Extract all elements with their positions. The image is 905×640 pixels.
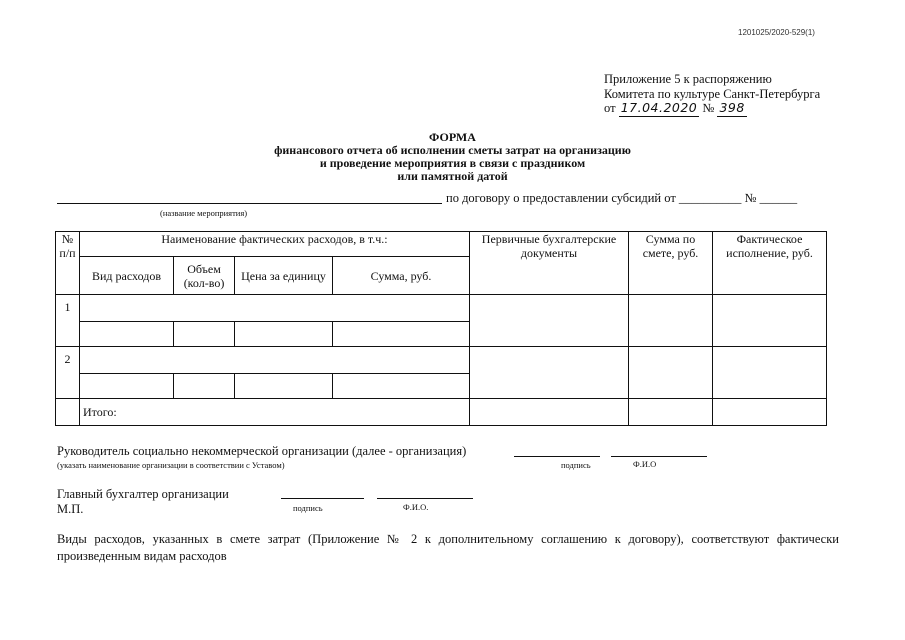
event-name-hint: (название мероприятия) xyxy=(160,208,248,218)
accountant-fio-line xyxy=(377,498,473,499)
accountant-signature-label: подпись xyxy=(293,503,323,513)
date-prefix: от xyxy=(604,101,616,115)
header-expenses: Наименование фактических расходов, в т.ч.: xyxy=(80,232,470,257)
row-2-sum-cell xyxy=(333,374,470,399)
handwritten-number: 398 xyxy=(719,100,745,115)
title-line-4: или памятной датой xyxy=(397,169,508,183)
appendix-block xyxy=(604,72,820,117)
row-1-sum-cell xyxy=(333,322,470,347)
row-2-name-cell xyxy=(80,347,470,374)
stamp-label: М.П. xyxy=(57,502,84,516)
number-prefix: № xyxy=(702,101,715,115)
row-2-type-cell xyxy=(80,374,174,399)
contract-text: по договору о предоставлении субсидий от __________ № ______ xyxy=(446,191,798,205)
title-line-2: финансового отчета об исполнении сметы затрат на организацию xyxy=(274,143,631,157)
total-label: Итого: xyxy=(80,399,470,426)
head-signature-line xyxy=(514,456,600,457)
row-2-volume-cell xyxy=(174,374,235,399)
accountant-signature-line xyxy=(281,498,364,499)
total-docs-cell xyxy=(470,399,629,426)
header-docs: Первичные бухгалтерские документы xyxy=(470,232,629,295)
header-price: Цена за единицу xyxy=(235,257,333,295)
header-type: Вид расходов xyxy=(80,257,174,295)
head-hint: (указать наименование организации в соответствии с Уставом) xyxy=(57,460,285,470)
row-2-docs-cell xyxy=(470,347,629,399)
accountant-fio-label: Ф.И.О. xyxy=(403,502,429,512)
row-1-price-cell xyxy=(235,322,333,347)
header-actual: Фактическое исполнение, руб. xyxy=(713,232,827,295)
handwritten-date: 17.04.2020 xyxy=(620,100,698,115)
appendix-line-2: Комитета по культуре Санкт-Петербурга xyxy=(604,86,821,101)
title-line-1: ФОРМА xyxy=(429,130,476,144)
head-fio-line xyxy=(611,456,707,457)
header-volume: Объем (кол-во) xyxy=(174,257,235,295)
document-id: 1201025/2020-529(1) xyxy=(738,28,815,37)
total-num-cell xyxy=(56,399,80,426)
row-1-actual-cell xyxy=(713,295,827,347)
head-signature-label: подпись xyxy=(561,460,591,470)
head-label: Руководитель социально некоммерческой организации (далее - организация) xyxy=(57,444,467,458)
row-1-docs-cell xyxy=(470,295,629,347)
event-name-line xyxy=(57,203,442,204)
row-1-name-cell xyxy=(80,295,470,322)
header-num: № п/п xyxy=(56,232,80,295)
row-1-number: 1 xyxy=(56,295,80,347)
accountant-label: Главный бухгалтер организации xyxy=(57,487,229,501)
row-2-actual-cell xyxy=(713,347,827,399)
row-1-type-cell xyxy=(80,322,174,347)
expense-table xyxy=(55,231,827,426)
row-2-estimate-cell xyxy=(629,347,713,399)
title-line-3: и проведение мероприятия в связи с праздником xyxy=(319,156,586,170)
row-1-estimate-cell xyxy=(629,295,713,347)
appendix-date-line xyxy=(604,101,820,117)
head-fio-label: Ф.И.О xyxy=(633,459,657,469)
form-title xyxy=(0,131,905,183)
appendix-line-1: Приложение 5 к распоряжению xyxy=(604,72,772,86)
row-2-price-cell xyxy=(235,374,333,399)
total-actual-cell xyxy=(713,399,827,426)
header-sum: Сумма, руб. xyxy=(333,257,470,295)
header-estimate: Сумма по смете, руб. xyxy=(629,232,713,295)
footer-paragraph: Виды расходов, указанных в смете затрат (Приложение № 2 к дополнительному соглашению к договору), соответствуют фактически произведенным видам расходов xyxy=(57,532,839,563)
total-estimate-cell xyxy=(629,399,713,426)
row-1-volume-cell xyxy=(174,322,235,347)
row-2-number: 2 xyxy=(56,347,80,399)
